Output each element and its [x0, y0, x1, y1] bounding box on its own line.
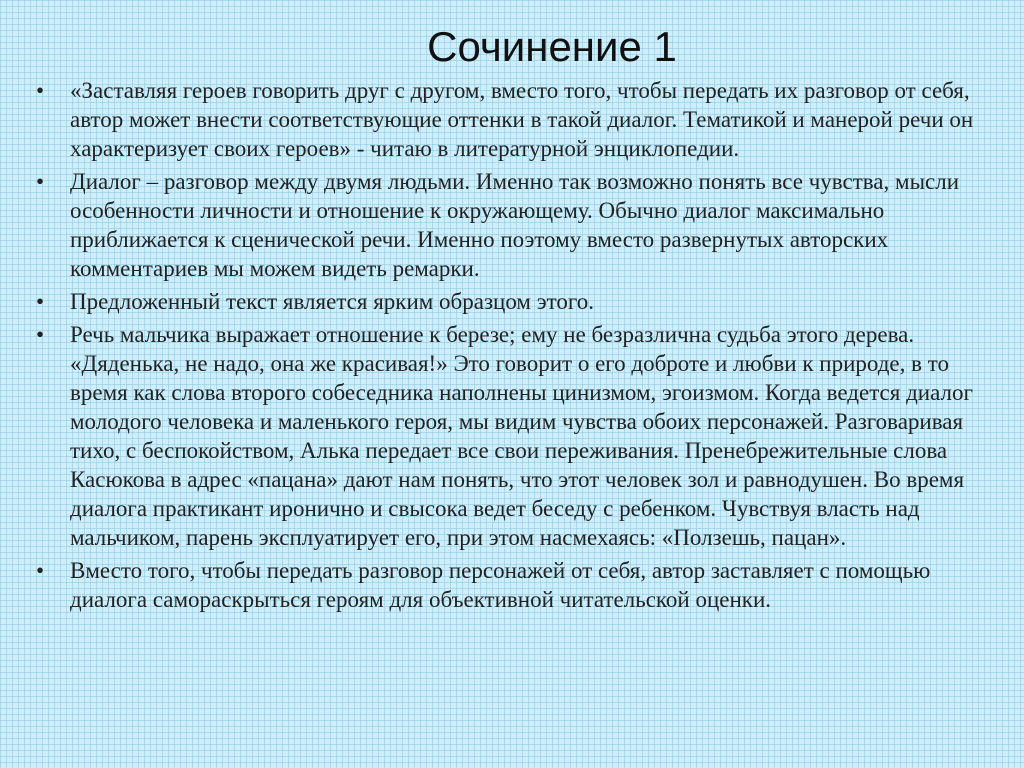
bullet-icon: • [35, 558, 45, 583]
bullet-text: Речь мальчика выражает отношение к березе; ему не безразлична судьба этого дерева. «Дяденька, не надо, она же красивая!» Это говорит о его доброте и любви к природе, в то время как слова второго собеседника наполнены цинизмом, эгоизмом. Когда ведется диалог молодого человека и маленького героя, мы видим чувства обоих персонажей. Разговаривая тихо, с беспокойством, Алька передает все свои переживания. Пренебрежительные слова Касюкова в адрес «пацана» дают нам понять, что этот человек зол и равнодушен. Во время диалога практикант иронично и свысока ведет беседу с ребенком. Чувствуя власть над мальчиком, парень эксплуатирует его, при этом насмехаясь: «Ползешь, пацан». [70, 322, 973, 550]
bullet-list [30, 76, 994, 618]
bullet-icon: • [35, 322, 45, 347]
bullet-item [30, 556, 994, 614]
bullet-item [30, 167, 994, 283]
bullet-text: Предложенный текст является ярким образцом этого. [70, 289, 594, 314]
bullet-item [30, 320, 994, 552]
bullet-text: «Заставляя героев говорить друг с другом, вместо того, чтобы передать их разговор от себя, автор может внести соответствующие оттенки в такой диалог. Тематикой и манерой речи он характеризует своих героев» - читаю в литературной энциклопедии. [70, 78, 974, 161]
bullet-icon: • [35, 289, 45, 314]
bullet-item [30, 287, 994, 316]
slide-title: Сочинение 1 [427, 23, 677, 70]
bullet-icon: • [35, 78, 45, 103]
bullet-text: Вместо того, чтобы передать разговор персонажей от себя, автор заставляет с помощью диалога самораскрыться героям для объективной читательской оценки. [70, 558, 931, 612]
bullet-icon: • [35, 169, 45, 194]
bullet-item [30, 76, 994, 163]
bullet-text: Диалог – разговор между двумя людьми. Именно так возможно понять все чувства, мысли особенности личности и отношение к окружающему. Обычно диалог максимально приближается к сценической речи. Именно поэтому вместо развернутых авторских комментариев мы можем видеть ремарки. [70, 169, 960, 281]
